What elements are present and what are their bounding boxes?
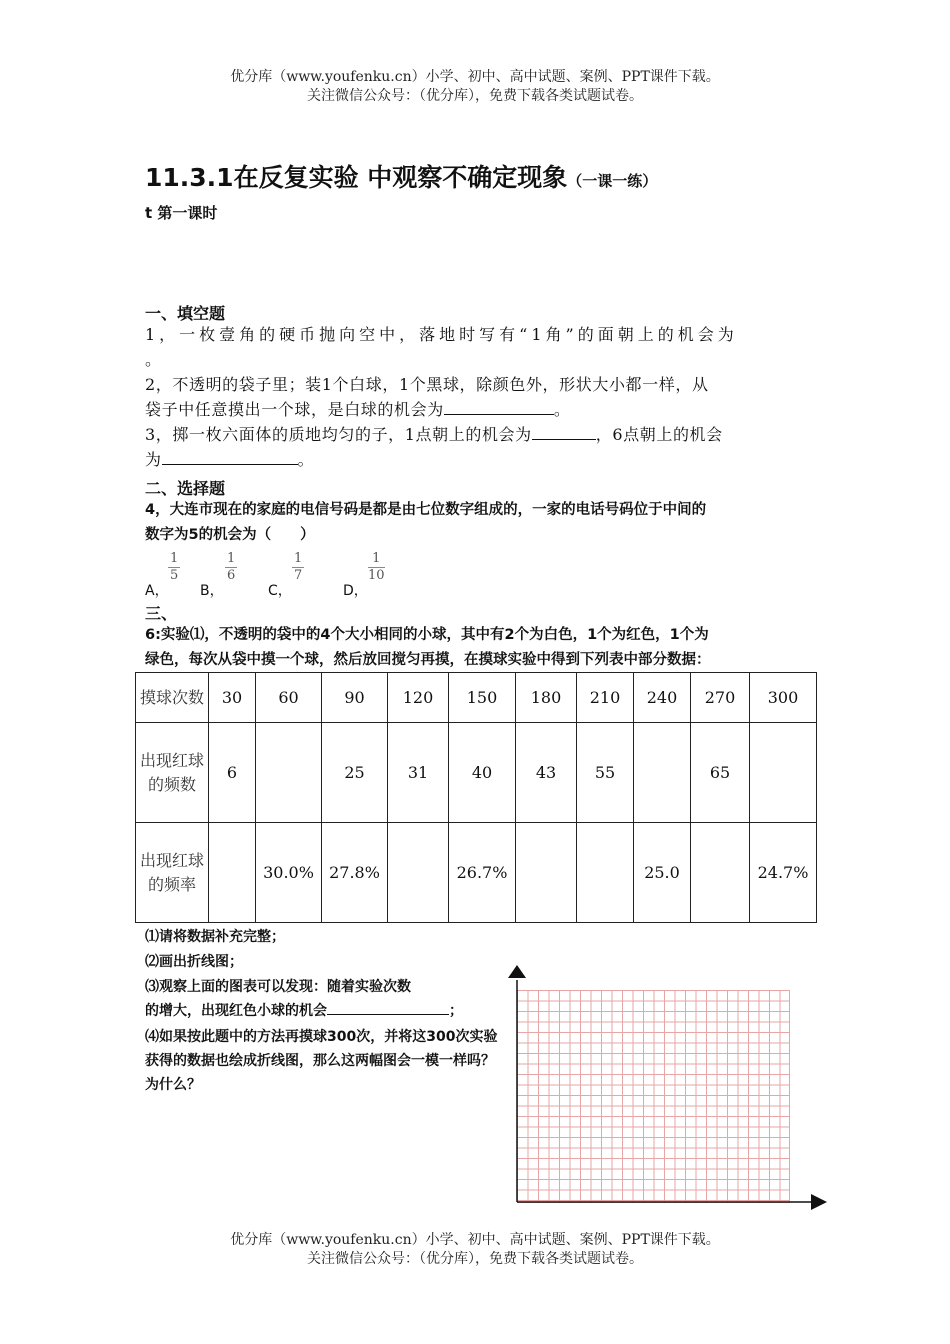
table-cell[interactable]: 26.7% [449,823,516,923]
table-cell[interactable] [516,823,577,923]
title-main: 11.3.1在反复实验 中观察不确定现象 [145,163,568,192]
option-b-label[interactable]: B， [200,583,224,599]
option-a-num: 1 [170,551,179,566]
option-b-num: 1 [227,551,236,566]
section3-heading: 三、 [145,604,178,623]
q4-line2: 数字为5的机会为（ ） [145,527,315,543]
table-cell[interactable] [388,823,449,923]
q2-line2: 袋子中任意摸出一个球，是白球的机会为 [145,400,444,419]
subquestion-3-line1: ⑶观察上面的图表可以发现：随着实验次数 [145,979,411,995]
option-b-den: 6 [227,568,236,583]
question-1 [145,322,810,372]
q4-line1: 4，大连市现在的家庭的电信号码是都是由七位数字组成的，一家的电话号码位于中间的 [145,502,707,518]
table-cell[interactable] [256,723,322,823]
page-header-line2: 关注微信公众号：（优分库），免费下载各类试题试卷。 [307,88,643,104]
option-d-label[interactable]: D， [343,583,368,599]
subquestion-3 [145,975,505,1023]
q3-line2: 为 [145,450,162,469]
table-cell[interactable]: 25 [322,723,388,823]
q6-line2: 绿色，每次从袋中摸一个球，然后放回搅匀再摸，在摸球实验中得到下列表中部分数据： [145,652,711,668]
q1-text: 1，一枚壹角的硬币抛向空中，落地时写有“1角”的面朝上的机会为 [145,325,738,344]
table-cell[interactable]: 43 [516,723,577,823]
table-cell[interactable]: 65 [691,723,750,823]
q3-answer-blank-1[interactable] [532,423,596,440]
option-a-label[interactable]: A， [145,583,169,599]
table-cell: 180 [516,673,577,723]
title-suffix: （一课一练） [567,172,658,190]
x-axis-arrow-icon [811,1194,827,1210]
option-c-fraction [292,551,304,584]
table-cell[interactable]: 40 [449,723,516,823]
option-d-num: 1 [368,551,385,568]
subquestion-3-end: ； [449,1003,463,1019]
table-row [136,823,817,923]
option-a-den: 5 [170,568,179,583]
table-cell[interactable]: 55 [577,723,634,823]
table-cell: 90 [322,673,388,723]
graph-axes [500,960,840,1215]
page-footer-line2: 关注微信公众号：（优分库），免费下载各类试题试卷。 [307,1251,643,1267]
table-cell[interactable] [750,723,817,823]
section2-heading: 二、选择题 [145,479,226,498]
table-row [136,673,817,723]
option-c-num: 1 [294,551,303,566]
page-footer-line1: 优分库（www.youfenku.cn）小学、初中、高中试题、案例、PPT课件下载。 [230,1232,720,1248]
option-d-fraction [368,551,385,584]
table-cell[interactable] [634,723,691,823]
option-c-den: 7 [294,568,303,583]
subquestion-2: ⑵画出折线图； [145,954,243,970]
table-cell: 300 [750,673,817,723]
table-cell[interactable]: 6 [209,723,256,823]
subquestion-4: ⑷如果按此题中的方法再摸球300次，并将这300次实验获得的数据也绘成折线图，那么这两幅图会一模一样吗？为什么？ [145,1029,498,1093]
table-cell[interactable]: 30.0% [256,823,322,923]
table-cell: 270 [691,673,750,723]
row-header-rate: 出现红球的频率 [136,823,209,923]
question-2 [145,372,810,422]
table-cell[interactable]: 31 [388,723,449,823]
table-cell[interactable]: 25.0 [634,823,691,923]
table-cell[interactable] [691,823,750,923]
q6-line1: 6:实验⑴，不透明的袋中的4个大小相同的小球，其中有2个为白色，1个为红色，1个为 [145,627,709,643]
table-row [136,723,817,823]
lesson-label: t 第一课时 [145,204,218,222]
q1-end: 。 [145,350,166,369]
table-cell: 30 [209,673,256,723]
table-cell[interactable] [577,823,634,923]
table-cell[interactable]: 24.7% [750,823,817,923]
option-c-label[interactable]: C， [268,583,292,599]
page-title [145,158,657,194]
section1-heading: 一、填空题 [145,304,226,323]
q2-end: 。 [553,400,571,419]
option-a-fraction [168,551,180,584]
subquestion-3-line2: 的增大，出现红色小球的机会 [145,1003,327,1019]
option-d-den: 10 [368,568,385,583]
table-cell[interactable] [209,823,256,923]
q3-line1: 3，掷一枚六面体的质地均匀的子，1点朝上的机会为 [145,425,532,444]
question-6 [145,623,810,673]
table-cell[interactable]: 27.8% [322,823,388,923]
table-cell: 120 [388,673,449,723]
row-header-draws: 摸球次数 [136,673,209,723]
question-3 [145,422,810,472]
subquestion-3-answer-blank[interactable] [327,999,449,1015]
experiment-table [135,672,817,923]
table-cell: 150 [449,673,516,723]
page-header-line1: 优分库（www.youfenku.cn）小学、初中、高中试题、案例、PPT课件下载。 [230,69,720,85]
table-cell: 240 [634,673,691,723]
question-4 [145,498,810,548]
y-axis-arrow-icon [508,965,526,978]
option-b-fraction [225,551,237,584]
row-header-frequency: 出现红球的频数 [136,723,209,823]
q2-line1: 2，不透明的袋子里；装1个白球，1个黑球，除颜色外，形状大小都一样，从 [145,375,709,394]
subquestion-1: ⑴请将数据补充完整； [145,929,285,945]
table-cell: 210 [577,673,634,723]
table-cell: 60 [256,673,322,723]
q3-answer-blank-2[interactable] [162,448,298,465]
q3-mid: ，6点朝上的机会 [595,425,723,444]
q3-end: 。 [297,450,315,469]
q2-answer-blank[interactable] [444,398,554,415]
